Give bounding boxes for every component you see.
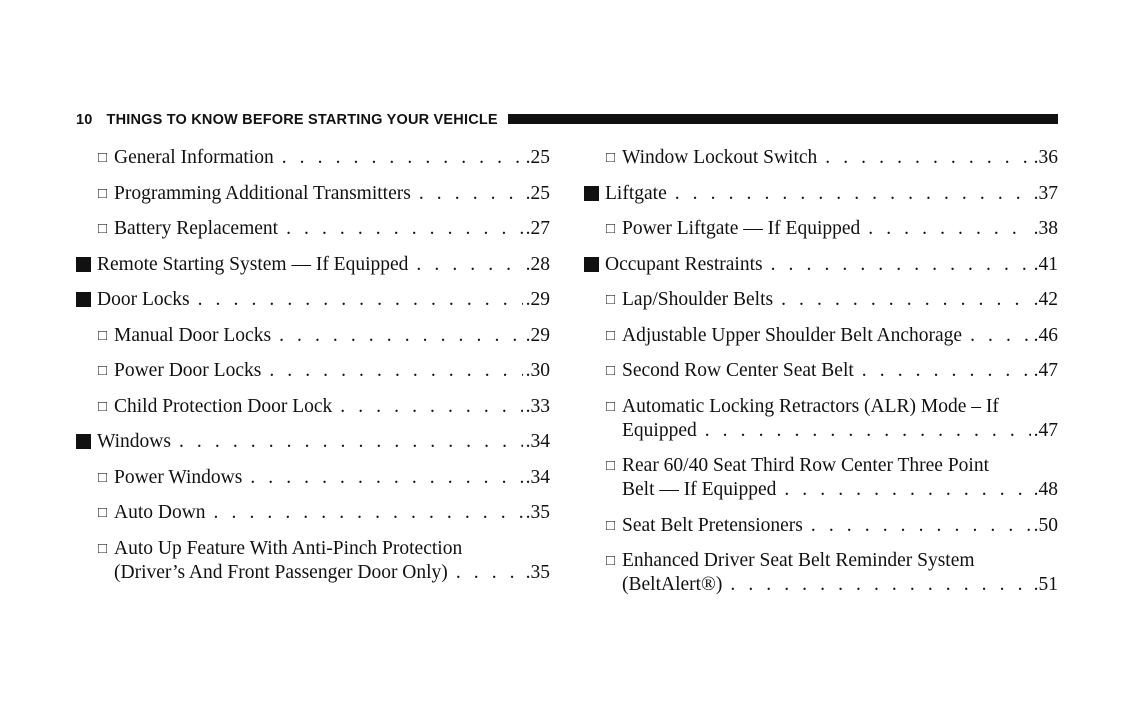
toc-entry-title: Lap/Shoulder Belts <box>622 289 774 310</box>
toc-entry-title: Door Locks <box>97 289 190 310</box>
toc-entry-page: .34 <box>525 431 550 452</box>
toc-entry-page: .25 <box>525 182 550 204</box>
hollow-square-bullet-icon: □ <box>606 363 616 379</box>
toc-entry-page: .47 <box>1033 419 1058 441</box>
toc-entry-title: Occupant Restraints <box>605 253 763 275</box>
toc-entry <box>76 395 550 419</box>
hollow-square-bullet-icon: □ <box>606 517 616 534</box>
toc-entry-title: Power Liftgate — If Equipped <box>622 218 861 239</box>
dot-leader <box>279 324 523 348</box>
toc-entry <box>76 537 550 585</box>
toc-entry-page: .25 <box>525 147 550 168</box>
dot-leader <box>811 514 1031 538</box>
filled-square-bullet-icon <box>76 257 91 272</box>
hollow-square-bullet-icon: □ <box>98 363 108 379</box>
toc-entry-title: Second Row Center Seat Belt <box>622 360 854 381</box>
toc-entry-page: .38 <box>1033 218 1058 239</box>
dot-leader <box>705 419 1031 443</box>
toc-entry-title-continued: Belt — If Equipped <box>622 479 777 500</box>
toc-entry-page: .35 <box>525 561 550 583</box>
filled-square-bullet-icon <box>76 434 91 449</box>
dot-leader <box>340 395 522 419</box>
toc-entry-page: .50 <box>1033 514 1058 536</box>
toc-entry-title: Power Windows <box>114 466 243 488</box>
toc-entry <box>76 217 550 241</box>
dot-leader <box>282 146 523 170</box>
header-rule <box>508 114 1058 124</box>
hollow-square-bullet-icon: □ <box>606 221 616 237</box>
toc-entry-page: .29 <box>525 289 550 310</box>
toc-entry-title: Child Protection Door Lock <box>114 395 333 417</box>
toc-entry-title: Adjustable Upper Shoulder Belt Anchorage <box>622 324 963 346</box>
hollow-square-bullet-icon: □ <box>98 469 108 486</box>
toc-entry-page: .48 <box>1033 479 1058 500</box>
section-title: THINGS TO KNOW BEFORE STARTING YOUR VEHICLE <box>106 112 498 128</box>
hollow-square-bullet-icon: □ <box>98 185 108 202</box>
toc-left-column <box>76 146 550 596</box>
toc-entry-page: .29 <box>525 324 550 346</box>
hollow-square-bullet-icon: □ <box>606 292 616 308</box>
toc-entry-page: .47 <box>1033 360 1058 381</box>
dot-leader <box>784 478 1030 502</box>
toc-entry <box>584 182 1058 206</box>
hollow-square-bullet-icon: □ <box>98 327 108 344</box>
dot-leader <box>675 182 1031 206</box>
toc-entry <box>76 182 550 206</box>
toc-entry-title: Seat Belt Pretensioners <box>622 514 803 536</box>
toc-entry <box>76 253 550 277</box>
toc-entry <box>584 253 1058 277</box>
toc-entry <box>584 324 1058 348</box>
toc-entry <box>584 217 1058 241</box>
dot-leader <box>214 501 523 525</box>
toc-entry-page: .30 <box>525 360 550 381</box>
toc-entry <box>584 359 1058 383</box>
toc-entry-page: .28 <box>525 253 550 275</box>
hollow-square-bullet-icon: □ <box>98 150 108 166</box>
dot-leader <box>419 182 523 206</box>
toc-entry-title: Auto Down <box>114 502 206 523</box>
toc-entry-page: .37 <box>1033 182 1058 204</box>
page-header <box>76 111 1058 129</box>
dot-leader <box>970 324 1031 348</box>
toc-entry-title: Liftgate <box>605 182 667 204</box>
toc-entry <box>76 146 550 170</box>
hollow-square-bullet-icon: □ <box>606 327 616 344</box>
toc-entry-title: Programming Additional Transmitters <box>114 182 411 204</box>
dot-leader <box>456 561 523 585</box>
hollow-square-bullet-icon: □ <box>606 150 616 166</box>
hollow-square-bullet-icon: □ <box>606 458 616 474</box>
hollow-square-bullet-icon: □ <box>606 398 616 415</box>
toc-entry <box>76 288 550 312</box>
dot-leader <box>250 466 522 490</box>
dot-leader <box>198 288 523 312</box>
toc-entry <box>584 395 1058 443</box>
dot-leader <box>286 217 523 241</box>
toc-entry-title-continued: (Driver’s And Front Passenger Door Only) <box>114 561 448 583</box>
dot-leader <box>179 430 523 454</box>
dot-leader <box>730 573 1030 597</box>
toc-entry <box>76 501 550 525</box>
toc-entry <box>76 324 550 348</box>
toc-entry-title: Manual Door Locks <box>114 324 272 346</box>
toc-entry-title: Automatic Locking Retractors (ALR) Mode – If <box>622 395 999 417</box>
toc-entry-title-continued: Equipped <box>622 419 697 441</box>
toc-entry-page: .33 <box>525 395 550 417</box>
toc-entry <box>76 466 550 490</box>
dot-leader <box>416 253 522 277</box>
toc-entry-page: .27 <box>525 218 550 239</box>
toc-entry-page: .46 <box>1033 324 1058 346</box>
toc-entry-page: .41 <box>1033 253 1058 275</box>
toc-entry-title: Auto Up Feature With Anti-Pinch Protection <box>114 537 463 559</box>
hollow-square-bullet-icon: □ <box>98 221 108 237</box>
toc-entry-title: Window Lockout Switch <box>622 147 818 168</box>
toc-entry-page: .35 <box>525 502 550 523</box>
toc-entry-page: .36 <box>1033 147 1058 168</box>
hollow-square-bullet-icon: □ <box>98 540 108 557</box>
toc-entry-page: .42 <box>1033 289 1058 310</box>
dot-leader <box>781 288 1031 312</box>
toc-right-column <box>584 146 1058 609</box>
filled-square-bullet-icon <box>584 257 599 272</box>
dot-leader <box>862 359 1031 383</box>
toc-entry-title: Enhanced Driver Seat Belt Reminder System <box>622 550 975 571</box>
filled-square-bullet-icon <box>76 292 91 307</box>
toc-entry-title: Power Door Locks <box>114 360 262 381</box>
toc-entry-page: .34 <box>525 466 550 488</box>
toc-entry <box>76 430 550 454</box>
toc-entry-page: .51 <box>1033 574 1058 595</box>
toc-entry-title: Windows <box>97 431 171 452</box>
toc-entry-title: Remote Starting System — If Equipped <box>97 253 409 275</box>
hollow-square-bullet-icon: □ <box>98 505 108 521</box>
toc-entry <box>76 359 550 383</box>
toc-entry <box>584 288 1058 312</box>
toc-entry <box>584 146 1058 170</box>
hollow-square-bullet-icon: □ <box>98 398 108 415</box>
toc-entry-title: General Information <box>114 147 274 168</box>
toc-entry <box>584 549 1058 597</box>
dot-leader <box>771 253 1031 277</box>
page-number: 10 <box>76 112 93 128</box>
dot-leader <box>269 359 522 383</box>
toc-entry-title: Rear 60/40 Seat Third Row Center Three Point <box>622 455 990 476</box>
filled-square-bullet-icon <box>584 186 599 201</box>
toc-entry <box>584 514 1058 538</box>
toc-entry-title-continued: (BeltAlert®) <box>622 574 723 595</box>
toc-entry <box>584 454 1058 502</box>
toc-entry-title: Battery Replacement <box>114 218 279 239</box>
dot-leader <box>825 146 1030 170</box>
hollow-square-bullet-icon: □ <box>606 553 616 569</box>
dot-leader <box>868 217 1030 241</box>
